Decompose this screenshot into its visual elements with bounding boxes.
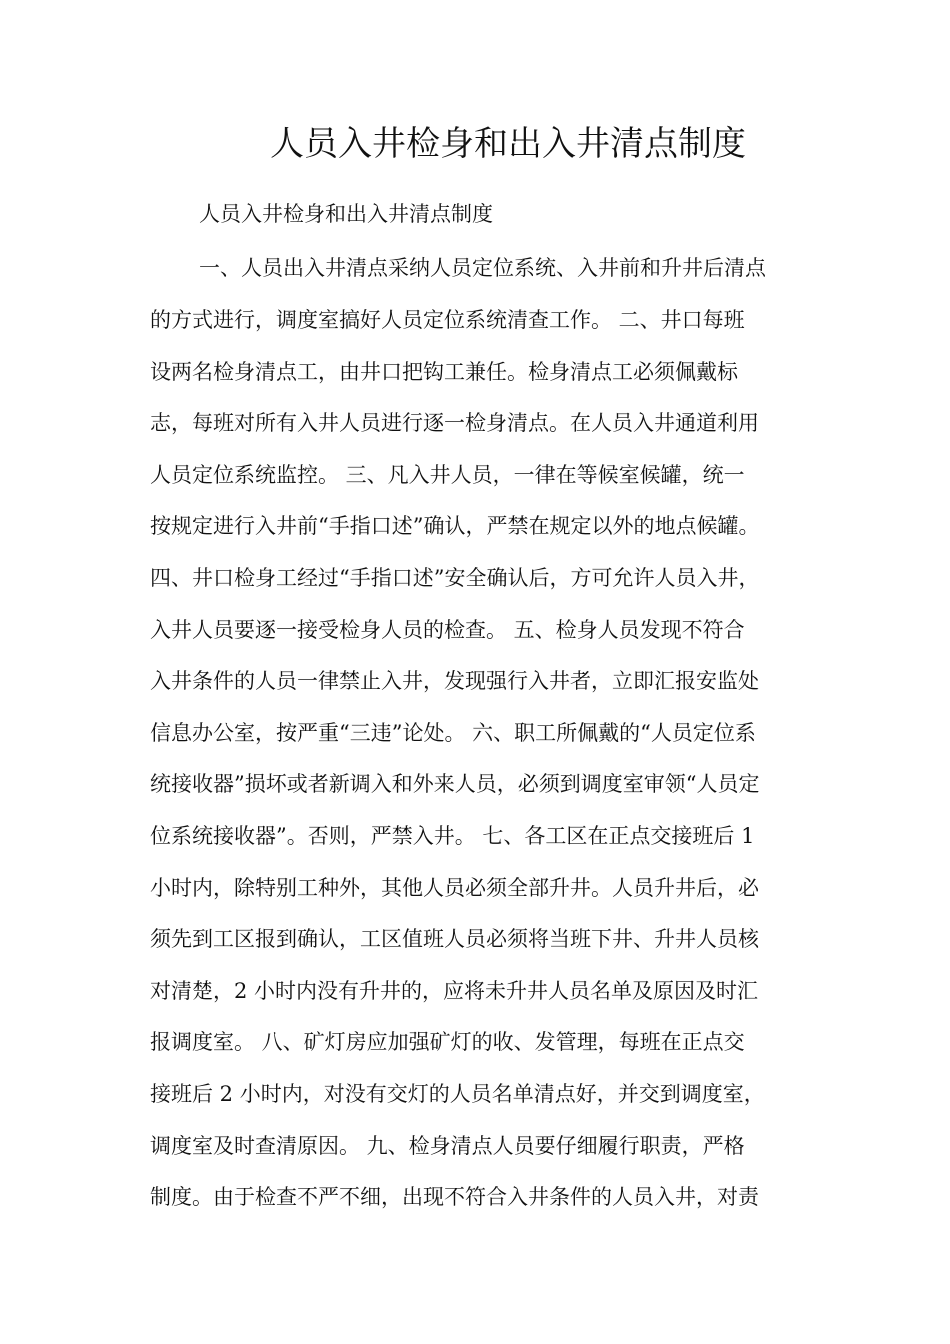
body-line: 统接收器”损坏或者新调入和外来人员，必须到调度室审领“人员定	[150, 772, 760, 796]
body-line: 按规定进行入井前“手指口述”确认，严禁在规定以外的地点候罐。	[150, 514, 760, 538]
body-line: 信息办公室，按严重“三违”论处。 六、职工所佩戴的“人员定位系	[150, 721, 756, 745]
body-line: 四、井口检身工经过“手指口述”安全确认后，方可允许人员入井，	[150, 566, 760, 590]
body-line: 接班后 2 小时内，对没有交灯的人员名单清点好，并交到调度室，	[150, 1082, 765, 1106]
body-line: 调度室及时查清原因。 九、检身清点人员要仔细履行职责，严格	[150, 1134, 745, 1158]
body-line: 须先到工区报到确认，工区值班人员必须将当班下井、升井人员核	[150, 927, 759, 951]
body-line: 设两名检身清点工，由井口把钩工兼任。检身清点工必须佩戴标	[150, 360, 738, 384]
body-line: 一、人员出入井清点采纳人员定位系统、入井前和升井后清点	[199, 256, 766, 280]
body-line: 志，每班对所有入井人员进行逐一检身清点。在人员入井通道利用	[150, 411, 759, 435]
document-subtitle: 人员入井检身和出入井清点制度	[199, 202, 493, 226]
body-line: 报调度室。 八、矿灯房应加强矿灯的收、发管理，每班在正点交	[150, 1030, 745, 1054]
body-line: 位系统接收器”。否则，严禁入井。 七、各工区在正点交接班后 1	[150, 824, 755, 848]
body-line: 入井条件的人员一律禁止入井，发现强行入井者，立即汇报安监处	[150, 669, 759, 693]
body-line: 小时内，除特别工种外，其他人员必须全部升井。人员升井后，必	[150, 876, 759, 900]
body-line: 的方式进行，调度室搞好人员定位系统清查工作。 二、井口每班	[150, 308, 745, 332]
body-line: 人员定位系统监控。 三、凡入井人员，一律在等候室候罐，统一	[150, 463, 745, 487]
body-line: 制度。由于检查不严不细，出现不符合入井条件的人员入井，对责	[150, 1185, 759, 1209]
document-title: 人员入井检身和出入井清点制度	[270, 124, 746, 164]
body-line: 对清楚，2 小时内没有升井的，应将未升井人员名单及原因及时汇	[150, 979, 759, 1003]
body-line: 入井人员要逐一接受检身人员的检查。 五、检身人员发现不符合	[150, 618, 745, 642]
